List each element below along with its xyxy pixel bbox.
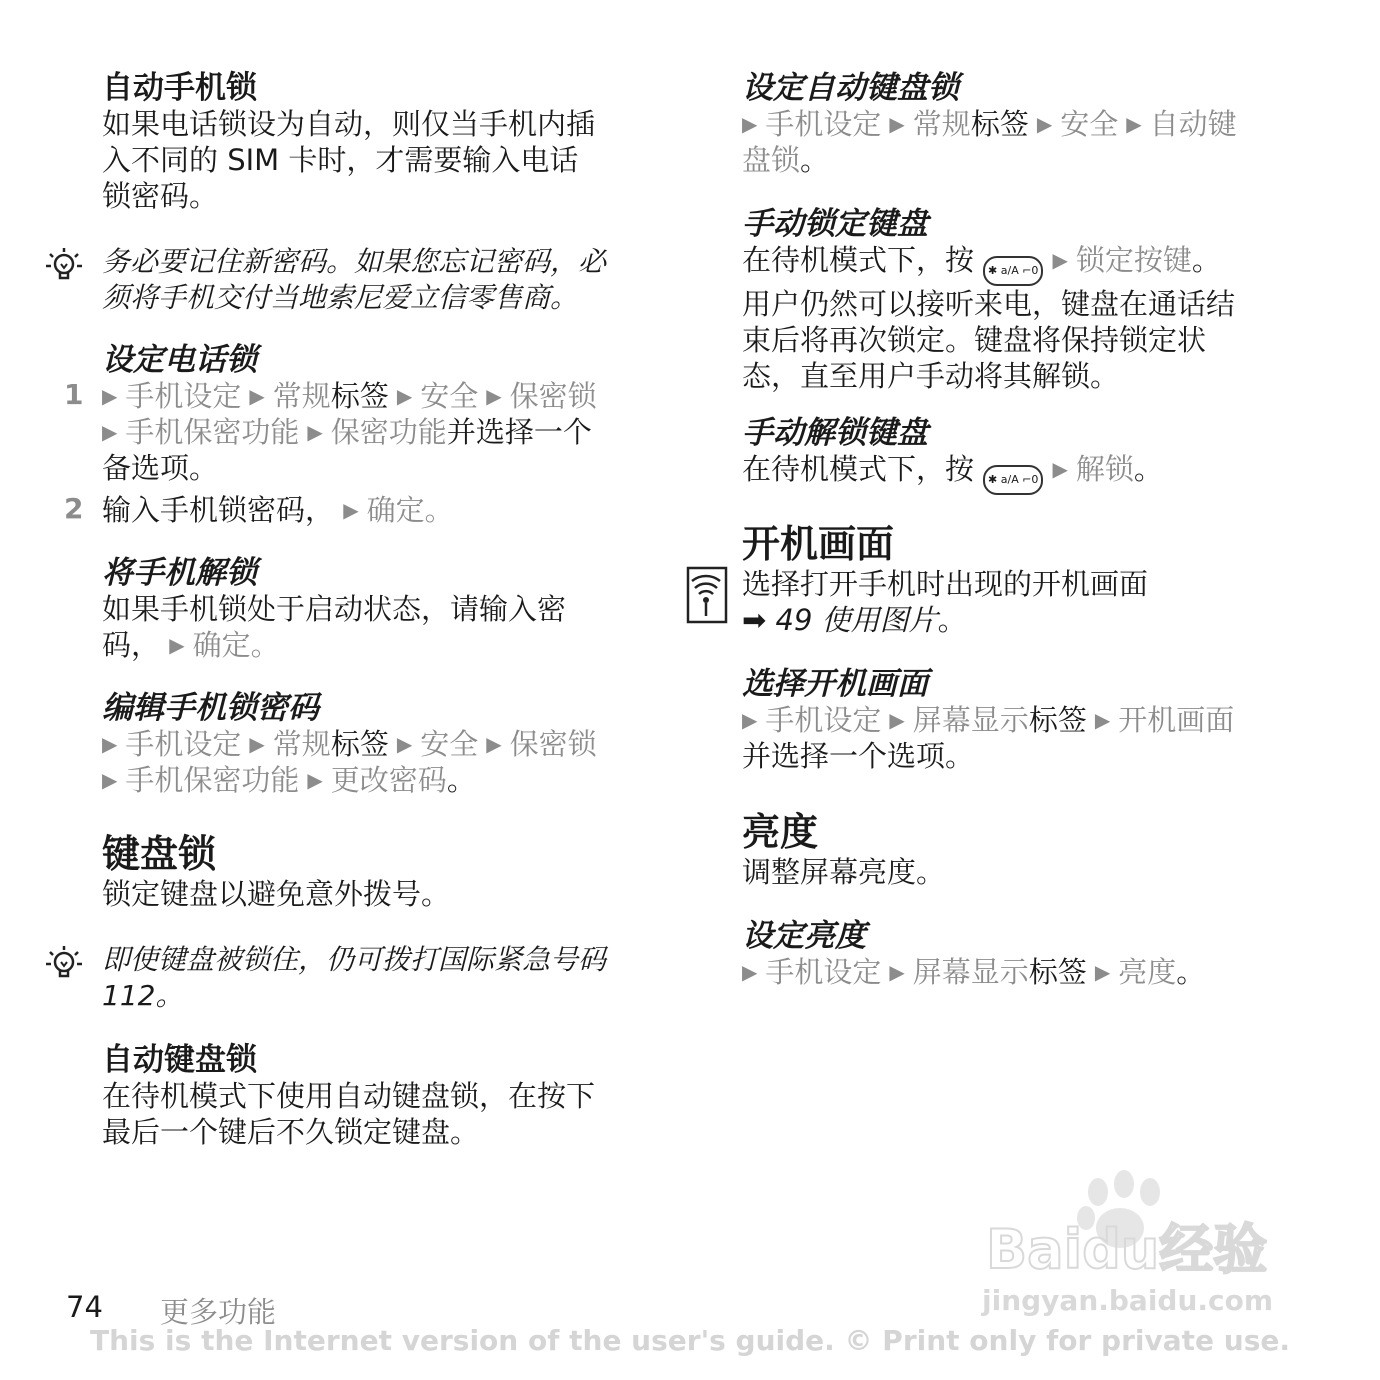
menu-general[interactable]: 常规 xyxy=(912,107,971,141)
brightness-heading: 亮度 xyxy=(742,810,819,854)
keypad-lock-heading: 键盘锁 xyxy=(102,832,217,876)
arrow-right-icon: ▶ xyxy=(889,112,905,136)
auto-keylock-title: 自动键盘锁 xyxy=(102,1042,257,1078)
page-chapter-label: 更多功能 xyxy=(160,1295,277,1329)
tip-line-1: 即使键盘被锁住，仍可拨打国际紧急号码 xyxy=(102,943,607,976)
arrow-right-icon: ▶ xyxy=(889,960,905,984)
page-number: 74 xyxy=(66,1290,103,1324)
set-auto-keylock-title: 设定自动键盘锁 xyxy=(742,70,959,106)
set-brightness-section xyxy=(742,918,1332,990)
tab-word: 标签 xyxy=(970,107,1029,141)
auto-phone-lock-line-1: 如果电话锁设为自动，则仅当手机内插 xyxy=(102,107,596,141)
tab-word: 标签 xyxy=(330,379,389,413)
startup-screen-heading: 开机画面 xyxy=(742,522,895,566)
edit-lock-code-section xyxy=(102,690,662,798)
auto-phone-lock-title: 自动手机锁 xyxy=(102,70,257,106)
step-1-instruction: 并选择一个 xyxy=(446,415,592,449)
arrow-right-icon: ▶ xyxy=(1094,960,1111,984)
menu-lock-keypad[interactable]: 锁定按键 xyxy=(1075,243,1192,277)
menu-phone-lock[interactable]: 手机保密功能 xyxy=(125,763,300,797)
tip-line-2: 112。 xyxy=(102,979,184,1012)
period: 。 xyxy=(446,763,476,797)
arrow-right-icon: ▶ xyxy=(486,732,502,756)
set-phone-lock-title: 设定电话锁 xyxy=(102,342,257,378)
tip-line-1: 务必要记住新密码。如果您忘记密码，必 xyxy=(102,245,607,278)
menu-security[interactable]: 安全 xyxy=(420,727,479,761)
tip-line-2: 须将手机交付当地索尼爱立信零售商。 xyxy=(102,281,579,314)
baidu-watermark-text: Baidu经验 xyxy=(986,1218,1268,1281)
edit-lock-code-title: 编辑手机锁密码 xyxy=(102,690,319,726)
menu-display[interactable]: 屏幕显示 xyxy=(912,703,1029,737)
menu-brightness[interactable]: 亮度 xyxy=(1118,955,1177,989)
set-auto-keylock-section xyxy=(742,70,1332,178)
arrow-right-icon: ▶ xyxy=(307,420,323,444)
network-service-icon xyxy=(686,566,728,624)
step-2-number: 2 xyxy=(64,492,84,525)
select-startup-instruction: 并选择一个选项。 xyxy=(742,739,975,773)
keypad-lock-section xyxy=(102,832,662,912)
tab-word: 标签 xyxy=(1028,703,1087,737)
unlock-phone-line-2: 码， xyxy=(102,628,161,662)
tip-remember-code xyxy=(102,244,662,316)
auto-phone-lock-section xyxy=(102,70,662,214)
menu-startup-screen[interactable]: 开机画面 xyxy=(1118,703,1235,737)
lightbulb-tip-icon xyxy=(44,944,84,984)
menu-locks[interactable]: 保密锁 xyxy=(509,727,597,761)
startup-screen-body xyxy=(742,566,1332,638)
arrow-right-icon: ▶ xyxy=(742,960,758,984)
period: 。 xyxy=(1176,955,1206,989)
arrow-right-icon: ▶ xyxy=(102,768,118,792)
arrow-right-icon: ▶ xyxy=(249,384,265,408)
arrow-right-icon: ▶ xyxy=(889,708,905,732)
page-reference-link[interactable]: 49 使用图片 xyxy=(775,603,938,637)
period: 。 xyxy=(1191,243,1221,277)
manual-lock-line-1: 在待机模式下，按 xyxy=(742,243,975,277)
menu-security[interactable]: 安全 xyxy=(1060,107,1119,141)
manual-lock-line-4: 态，直至用户手动将其解锁。 xyxy=(742,359,1120,393)
auto-keylock-line-2: 最后一个键后不久锁定键盘。 xyxy=(102,1115,480,1149)
menu-phone-settings[interactable]: 手机设定 xyxy=(765,107,882,141)
arrow-right-icon: ▶ xyxy=(249,732,265,756)
star-key-icon: ✱ a/A ⌐0 xyxy=(983,465,1043,495)
arrow-right-icon: ▶ xyxy=(1036,112,1053,136)
manual-lock-title: 手动锁定键盘 xyxy=(742,206,928,242)
step-1 xyxy=(64,378,662,486)
startup-screen-section xyxy=(742,522,1332,638)
period: 。 xyxy=(800,143,830,177)
arrow-right-icon: ▶ xyxy=(1052,457,1068,481)
auto-keylock-section xyxy=(102,1042,662,1150)
auto-phone-lock-line-2: 入不同的 SIM 卡时，才需要输入电话 xyxy=(102,143,579,177)
step-2 xyxy=(64,492,662,528)
manual-lock-line-3: 束后将再次锁定。键盘将保持锁定状 xyxy=(742,323,1207,357)
arrow-right-icon: ▶ xyxy=(1052,248,1068,272)
period: 。 xyxy=(424,493,454,527)
arrow-right-icon: ▶ xyxy=(486,384,502,408)
page-ref-arrow-icon: ➡ xyxy=(742,603,767,637)
manual-unlock-title: 手动解锁键盘 xyxy=(742,415,928,451)
brightness-text: 调整屏幕亮度。 xyxy=(742,855,946,889)
arrow-right-icon: ▶ xyxy=(742,708,758,732)
watermark-url: jingyan.baidu.com xyxy=(982,1284,1274,1317)
menu-auto-keylock[interactable]: 自动键 xyxy=(1149,107,1237,141)
arrow-right-icon: ▶ xyxy=(102,420,118,444)
step-1-instruction-end: 备选项。 xyxy=(102,451,219,485)
menu-general[interactable]: 常规 xyxy=(272,727,331,761)
lightbulb-tip-icon xyxy=(44,246,84,286)
menu-phone-settings[interactable]: 手机设定 xyxy=(125,727,242,761)
auto-phone-lock-line-3: 锁密码。 xyxy=(102,179,219,213)
startup-screen-text: 选择打开手机时出现的开机画面 xyxy=(742,567,1149,601)
star-key-icon: ✱ a/A ⌐0 xyxy=(983,256,1043,286)
unlock-phone-line-1: 如果手机锁处于启动状态，请输入密 xyxy=(102,592,567,626)
period: 。 xyxy=(937,603,967,637)
period: 。 xyxy=(1133,452,1163,486)
unlock-phone-section xyxy=(102,555,662,663)
menu-unlock[interactable]: 解锁 xyxy=(1075,452,1134,486)
arrow-right-icon: ▶ xyxy=(742,112,758,136)
manual-lock-line-2: 用户仍然可以接听来电，键盘在通话结 xyxy=(742,287,1236,321)
menu-phone-settings[interactable]: 手机设定 xyxy=(765,955,882,989)
menu-locks[interactable]: 保密锁 xyxy=(509,379,597,413)
step-2-text: 输入手机锁密码， xyxy=(102,493,335,527)
tip-emergency-number xyxy=(102,942,662,1014)
menu-phone-settings[interactable]: 手机设定 xyxy=(125,379,242,413)
arrow-right-icon: ▶ xyxy=(169,633,185,657)
tab-word: 标签 xyxy=(330,727,389,761)
menu-ok[interactable]: 确定 xyxy=(192,628,251,662)
menu-protection[interactable]: 保密功能 xyxy=(330,415,447,449)
step-1-number: 1 xyxy=(64,378,84,411)
menu-ok[interactable]: 确定 xyxy=(366,493,425,527)
manual-unlock-section xyxy=(742,415,1332,495)
arrow-right-icon: ▶ xyxy=(102,732,118,756)
menu-display[interactable]: 屏幕显示 xyxy=(912,955,1029,989)
arrow-right-icon: ▶ xyxy=(343,498,359,522)
set-brightness-title: 设定亮度 xyxy=(742,918,866,954)
select-startup-section xyxy=(742,666,1332,774)
keypad-lock-text: 锁定键盘以避免意外拨号。 xyxy=(102,877,451,911)
manual-lock-section xyxy=(742,206,1332,394)
menu-phone-settings[interactable]: 手机设定 xyxy=(765,703,882,737)
menu-general[interactable]: 常规 xyxy=(272,379,331,413)
menu-auto-keylock-cont[interactable]: 盘锁 xyxy=(742,143,801,177)
unlock-phone-title: 将手机解锁 xyxy=(102,555,257,591)
select-startup-title: 选择开机画面 xyxy=(742,666,928,702)
brightness-section xyxy=(742,810,1332,890)
arrow-right-icon: ▶ xyxy=(1126,112,1142,136)
tab-word: 标签 xyxy=(1028,955,1087,989)
period: 。 xyxy=(250,628,280,662)
arrow-right-icon: ▶ xyxy=(307,768,323,792)
footer-notice: This is the Internet version of the user's guide. © Print only for private use. xyxy=(90,1324,1290,1357)
menu-change-code[interactable]: 更改密码 xyxy=(330,763,447,797)
arrow-right-icon: ▶ xyxy=(102,384,118,408)
set-phone-lock-section xyxy=(64,342,662,528)
menu-phone-lock[interactable]: 手机保密功能 xyxy=(125,415,300,449)
auto-keylock-line-1: 在待机模式下使用自动键盘锁，在按下 xyxy=(102,1079,596,1113)
manual-unlock-text: 在待机模式下，按 xyxy=(742,452,975,486)
arrow-right-icon: ▶ xyxy=(396,732,413,756)
arrow-right-icon: ▶ xyxy=(396,384,413,408)
menu-security[interactable]: 安全 xyxy=(420,379,479,413)
arrow-right-icon: ▶ xyxy=(1094,708,1111,732)
